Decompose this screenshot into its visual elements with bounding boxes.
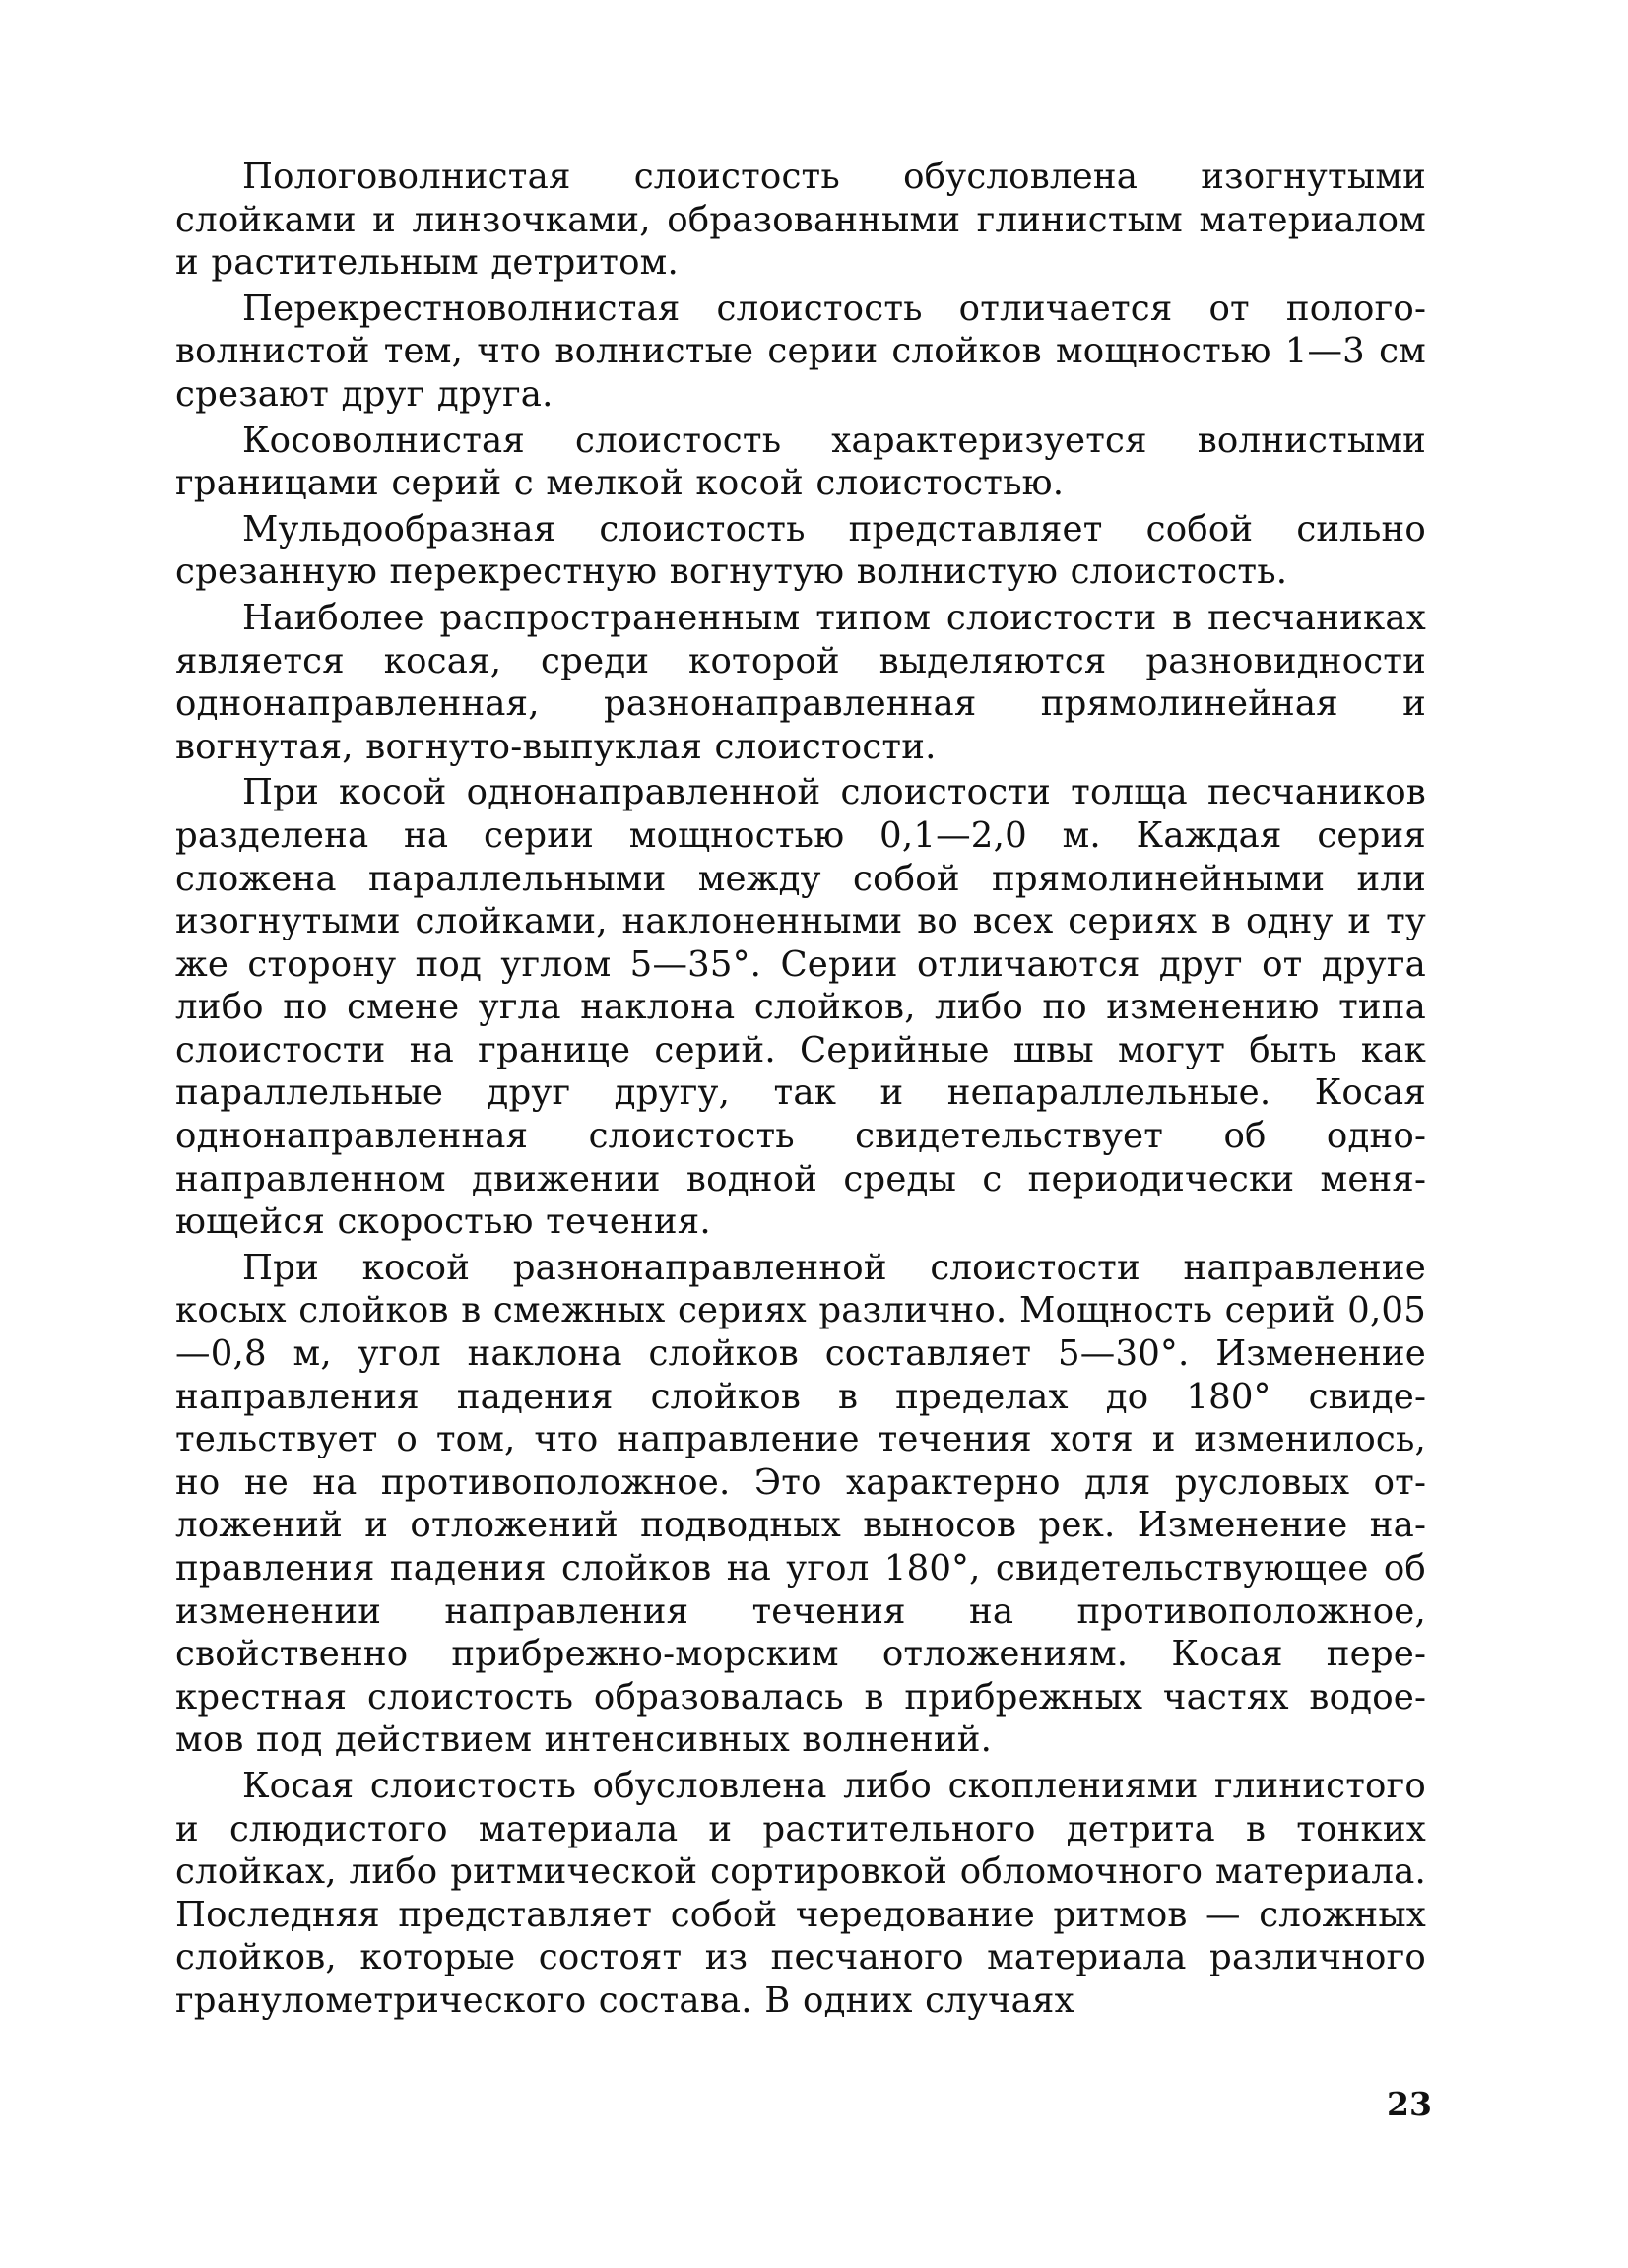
paragraph-cross-wavy-bedding: Перекрестноволнистая слоистость отличается от пологоволнистой тем, что волнистые серии слойков мощностью 1—3 см срезают друг друга. <box>175 288 1426 415</box>
paragraph-multidirectional-cross-bedding: При косой разнонаправленной слоистости направление косых слойков в смежных сериях различно. Мощность серий 0,05—0,8 м, угол наклона слойков составляет 5—30°. Изменение направления падения слойков в пределах до 180° свидетельствует о том, что направление течения хотя и изменилось, но не на противоположное. Это характерно для русловых отложений и отложений подводных выносов рек. Изменение направления падения слойков на угол 180°, свидетельствующее об изменении направления течения на противоположное, свойственно прибрежно-морским отложениям. Косая перекрестная слоистость образовалась в прибрежных частях водоемов под действием интенсивных волнений. <box>175 1247 1426 1761</box>
body-text <box>175 156 1426 2026</box>
page-number: 23 <box>1387 2085 1432 2123</box>
paragraph-unidirectional-cross-bedding: При косой однонаправленной слоистости толща песчаников разделена на серии мощностью 0,1—2,0 м. Каждая серия сложена параллельными между собой прямолинейными или изогнутыми слойками, наклоненными во всех сериях в одну и ту же сторону под углом 5—35°. Серии отличаются друг от друга либо по смене угла наклона слойков, либо по изменению типа слоистости на границе серий. Серийные швы могут быть как параллельные друг другу, так и непараллельные. Косая однонаправленная слоистость свидетельствует об однонаправленном движении водной среды с периодически меняющейся скоростью течения. <box>175 772 1426 1243</box>
paragraph-oblique-wavy-bedding: Косоволнистая слоистость характеризуется волнистыми границами серий с мелкой косой слоистостью. <box>175 420 1426 504</box>
paragraph-trough-bedding: Мульдообразная слоистость представляет собой сильно срезанную перекрестную вогнутую волнистую слоистость. <box>175 508 1426 593</box>
paragraph-gently-wavy-bedding: Пологоволнистая слоистость обусловлена изогнутыми слойками и линзочками, образованными глинистым материалом и растительным детритом. <box>175 157 1426 284</box>
paragraph-cross-bedding-types: Наиболее распространенным типом слоистости в песчаниках является косая, среди которой выделяются разновидности однонаправленная, разнонаправленная прямолинейная и вогнутая, вогнуто-выпуклая слоистости. <box>175 597 1426 767</box>
paragraph-cross-bedding-origin: Косая слоистость обусловлена либо скоплениями глинистого и слюдистого материала и растительного детрита в тонких слойках, либо ритмической сортировкой обломочного материала. Последняя представляет собой чередование ритмов — сложных слойков, которые состоят из песчаного материала различного гранулометрического состава. В одних случаях <box>175 1765 1426 2021</box>
